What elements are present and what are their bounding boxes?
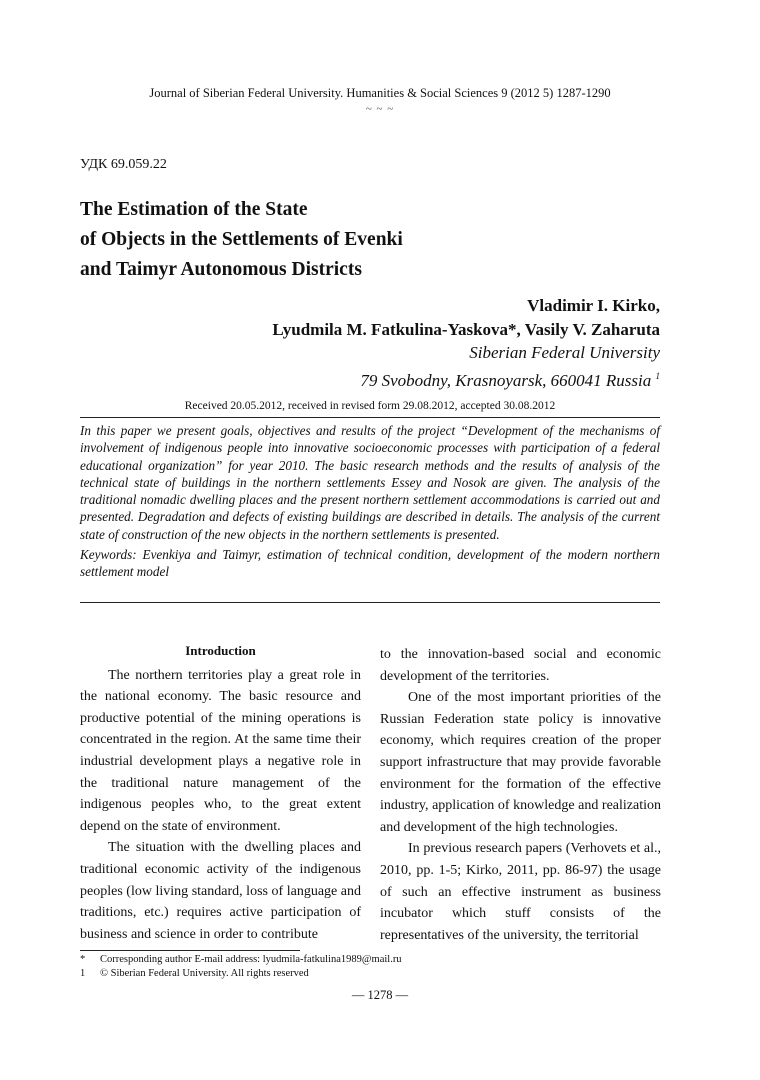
- footnote-text: Corresponding author E-mail address: lyudmila-fatkulina1989@mail.ru: [100, 954, 402, 965]
- author-line: Vladimir I. Kirko,: [527, 296, 660, 315]
- title-line: of Objects in the Settlements of Evenki: [80, 229, 403, 250]
- abstract-bottom-rule: [80, 602, 660, 603]
- page-number: ― 1278 ―: [351, 988, 409, 1002]
- keywords: Keywords: Evenkiya and Taimyr, estimation of technical condition, development of the modern northern settlement model: [80, 547, 660, 580]
- abstract-text: In this paper we present goals, objectives and results of the project “Development of the mechanisms of involvement of indigenous people into innovative socioeconomic processes with participation of a federal educational organization” for year 2010. The basic research methods and the results of analysis of the technical state of buildings in the northern settlements Essey and Nosok are given. The analysis of the traditional nomadic dwelling places and the present northern settlement accommodations is carried out and presented. Degradation and defects of existing buildings are described in details. The analysis of the current state of construction of the new objects in the northern settlements is presented.: [80, 423, 660, 542]
- address-footnote-mark: 1: [655, 370, 660, 381]
- paragraph: The northern territories play a great role in the national economy. The basic resource and productive potential of the mining operations is concentrated in the region. At the same time their industrial development plays a negative role in the traditional nature management of the indigenous peoples who, to the great extent depend on the state of environment.: [80, 667, 361, 834]
- footnotes: [80, 953, 402, 981]
- footnote: [80, 953, 402, 967]
- journal-header: Journal of Siberian Federal University. Humanities & Social Sciences 9 (2012 5) 1287-1290: [149, 86, 611, 100]
- footnote-mark: *: [80, 954, 86, 965]
- footnote-text: © Siberian Federal University. All rights reserved: [100, 968, 309, 979]
- udk-code: УДК 69.059.22: [80, 157, 167, 172]
- author-line: Lyudmila M. Fatkulina-Yaskova*, Vasily V. Zaharuta: [272, 319, 660, 339]
- title-line: The Estimation of the State: [80, 199, 308, 220]
- footnote-rule: [80, 950, 300, 951]
- received-dates: Received 20.05.2012, received in revised form 29.08.2012, accepted 30.08.2012: [184, 400, 556, 412]
- paragraph: One of the most important priorities of the Russian Federation state policy is innovative economy, which requires creation of the proper support infrastructure that may provide favorable environment for the formation of the effective industry, application of knowledge and realization and development of the high technologies.: [380, 690, 661, 835]
- abstract-top-rule: [80, 417, 660, 418]
- paragraph: The situation with the dwelling places and traditional economic activity of the indigenous peoples (low living standard, loss of language and traditions, etc.) requires active participation of business and science in order to contribute: [80, 840, 361, 942]
- header-separator: ~ ~ ~: [365, 103, 395, 115]
- affiliation: Siberian Federal University: [469, 343, 660, 362]
- address: [272, 365, 660, 393]
- footnote: [80, 967, 402, 981]
- abstract: [80, 422, 660, 581]
- section-heading: Introduction: [185, 643, 256, 658]
- title-line: and Taimyr Autonomous Districts: [80, 259, 362, 280]
- author-block: [272, 294, 660, 392]
- footnote-mark: 1: [80, 968, 86, 979]
- left-column: [80, 640, 361, 945]
- paper-title: [80, 195, 403, 285]
- right-column: [380, 644, 661, 946]
- address-text: 79 Svobodny, Krasnoyarsk, 660041 Russia: [360, 370, 652, 390]
- paragraph: In previous research papers (Verhovets et al., 2010, pp. 1-5; Kirko, 2011, pp. 86-97) the usage of such an effective instrument as business incubator which stuff consists of the representatives of the university, the territorial: [380, 841, 661, 943]
- paragraph: to the innovation-based social and economic development of the territories.: [380, 647, 661, 684]
